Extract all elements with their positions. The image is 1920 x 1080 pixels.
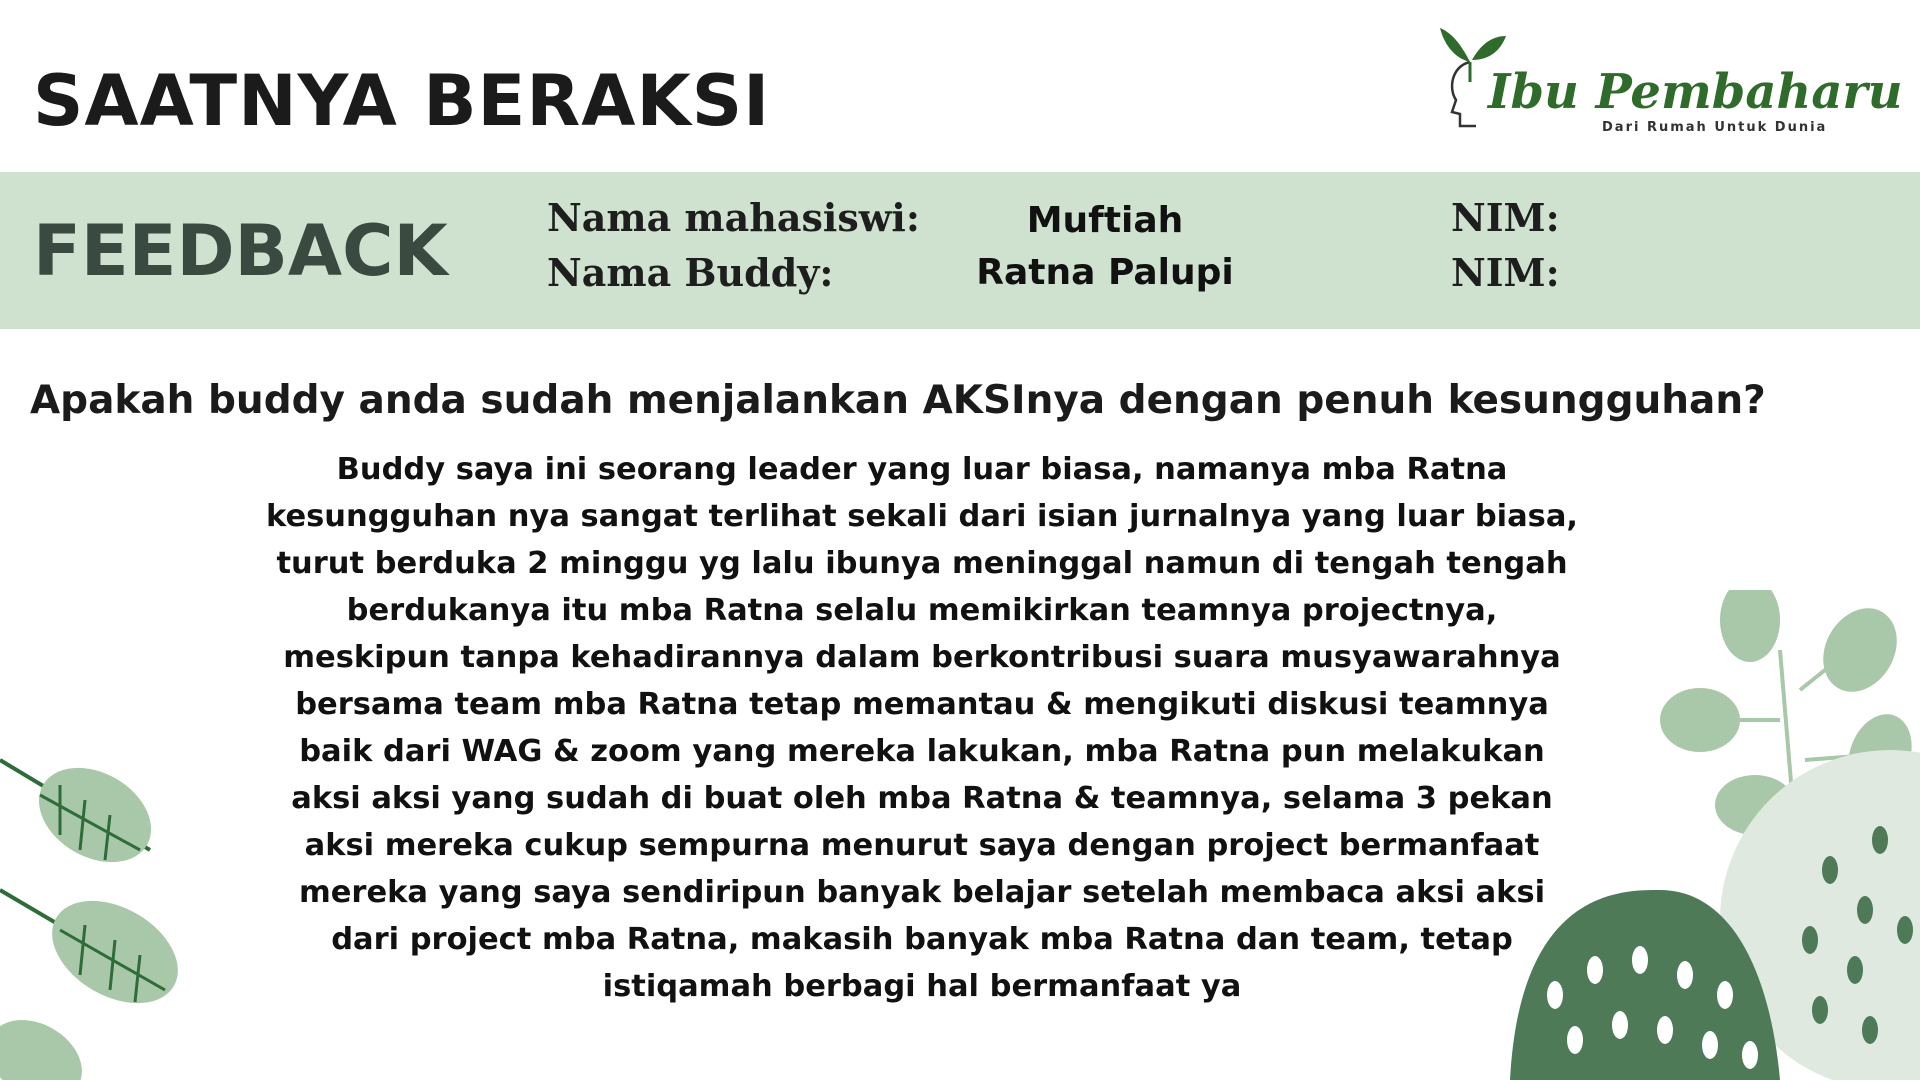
feedback-question: Apakah buddy anda sudah menjalankan AKSInya dengan penuh kesungguhan?	[30, 378, 1766, 423]
logo-tagline: Dari Rumah Untuk Dunia	[1602, 120, 1828, 135]
buddy-label: Nama Buddy:	[547, 250, 834, 295]
student-nim-label: NIM:	[1451, 195, 1560, 240]
buddy-nim-label: NIM:	[1451, 250, 1560, 295]
decorative-bush-right	[1500, 590, 1920, 1080]
page-title: SAATNYA BERAKSI	[33, 60, 771, 142]
logo-name: Ibu Pembaharu	[1488, 64, 1903, 120]
buddy-name: Ratna Palupi	[976, 252, 1234, 293]
decorative-leaves-left	[0, 740, 200, 1080]
feedback-band	[0, 172, 1920, 329]
student-label: Nama mahasiswi:	[547, 195, 920, 240]
feedback-answer: Buddy saya ini seorang leader yang luar biasa, namanya mba Ratna kesungguhan nya sangat terlihat sekali dari isian jurnalnya yang luar biasa, turut berduka 2 minggu yg lalu ibunya meninggal namun di tengah tengah berdukanya itu mba Ratna selalu memikirkan teamnya projectnya, meskipun tanpa kehadirannya dalam berkontribusi suara musyawarahnya bersama team mba Ratna tetap memantau & mengikuti diskusi teamnya baik dari WAG & zoom yang mereka lakukan, mba Ratna pun melakukan aksi aksi yang sudah di buat oleh mba Ratna & teamnya, selama 3 pekan aksi mereka cukup sempurna menurut saya dengan project bermanfaat mereka yang saya sendiripun banyak belajar setelah membaca aksi aksi dari project mba Ratna, makasih banyak mba Ratna dan team, tetap istiqamah berbagi hal bermanfaat ya	[265, 452, 1579, 1004]
brand-logo	[1430, 22, 1903, 142]
feedback-title: FEEDBACK	[33, 210, 448, 292]
student-name: Muftiah	[1026, 200, 1184, 241]
